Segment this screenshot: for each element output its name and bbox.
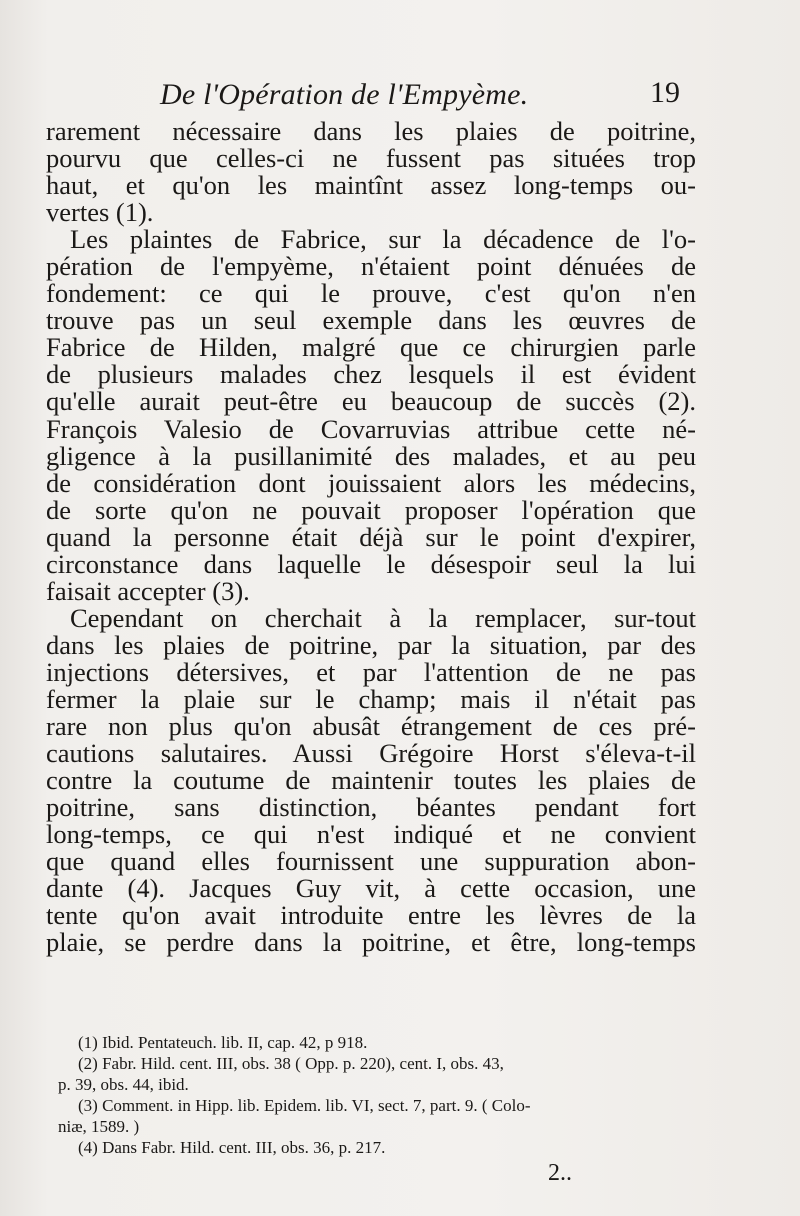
text-line: que quand elles fournissent une suppuration abon- bbox=[46, 846, 696, 877]
footnotes bbox=[58, 1032, 698, 1158]
footnote-line: (1) Ibid. Pentateuch. lib. II, cap. 42, p 918. bbox=[78, 1033, 368, 1052]
page-header bbox=[160, 72, 680, 112]
text-line: Fabrice de Hilden, malgré que ce chirurgien parle bbox=[46, 332, 696, 363]
footnote-line: (2) Fabr. Hild. cent. III, obs. 38 ( Opp. p. 220), cent. I, obs. 43, bbox=[78, 1054, 504, 1073]
text-line: poitrine, sans distinction, béantes pendant fort bbox=[46, 792, 696, 823]
text-line: haut, et qu'on les maintînt assez long-temps ou- bbox=[46, 170, 696, 201]
text-line: qu'elle aurait peut-être eu beaucoup de succès (2). bbox=[46, 386, 696, 417]
text-line: rarement nécessaire dans les plaies de poitrine, bbox=[46, 116, 696, 146]
text-line: trouve pas un seul exemple dans les œuvres de bbox=[46, 305, 696, 336]
body-text bbox=[46, 118, 696, 956]
text-line: de plusieurs malades chez lesquels il est évident bbox=[46, 359, 696, 390]
footnote-line: p. 39, obs. 44, ibid. bbox=[58, 1075, 189, 1094]
text-line: faisait accepter (3). bbox=[46, 575, 250, 606]
footnote-line: (4) Dans Fabr. Hild. cent. III, obs. 36, p. 217. bbox=[78, 1138, 386, 1157]
text-line: pération de l'empyème, n'étaient point dénuées de bbox=[46, 251, 696, 282]
text-line: dante (4). Jacques Guy vit, à cette occasion, une bbox=[46, 873, 696, 904]
text-line: cautions salutaires. Aussi Grégoire Horst s'éleva-t-il bbox=[46, 738, 696, 769]
text-line: fermer la plaie sur le champ; mais il n'était pas bbox=[46, 683, 696, 714]
signature-mark: 2.. bbox=[548, 1160, 572, 1186]
footnote-line: (3) Comment. in Hipp. lib. Epidem. lib. VI, sect. 7, part. 9. ( Colo- bbox=[78, 1096, 531, 1115]
text-line: vertes (1). bbox=[46, 197, 154, 228]
text-line: tente qu'on avait introduite entre les lèvres de la bbox=[46, 900, 696, 931]
text-line: Cependant on cherchait à la remplacer, sur-tout bbox=[70, 602, 696, 633]
text-line: long-temps, ce qui n'est indiqué et ne convient bbox=[46, 819, 696, 850]
text-line: plaie, se perdre dans la poitrine, et être, long-temps bbox=[46, 927, 696, 958]
text-line: rare non plus qu'on abusât étrangement de ces pré- bbox=[46, 711, 696, 742]
text-line: injections détersives, et par l'attention de ne pas bbox=[46, 656, 696, 687]
footnote-line: niæ, 1589. ) bbox=[58, 1117, 140, 1136]
text-line: contre la coutume de maintenir toutes les plaies de bbox=[46, 765, 696, 796]
text-line: quand la personne était déjà sur le point d'expirer, bbox=[46, 521, 696, 552]
text-line: gligence à la pusillanimité des malades, et au peu bbox=[46, 440, 696, 471]
text-line: dans les plaies de poitrine, par la situation, par des bbox=[46, 629, 696, 660]
text-line: François Valesio de Covarruvias attribue cette né- bbox=[46, 413, 696, 444]
text-line: Les plaintes de Fabrice, sur la décadence de l'o- bbox=[70, 224, 696, 255]
text-line: de considération dont jouissaient alors les médecins, bbox=[46, 467, 696, 498]
text-line: pourvu que celles-ci ne fussent pas situées trop bbox=[46, 143, 696, 174]
text-line: de sorte qu'on ne pouvait proposer l'opération que bbox=[46, 494, 696, 525]
text-line: circonstance dans laquelle le désespoir seul la lui bbox=[46, 548, 696, 579]
page-number: 19 bbox=[650, 76, 680, 109]
running-title: De l'Opération de l'Empyème. bbox=[160, 78, 529, 111]
text-line: fondement: ce qui le prouve, c'est qu'on n'en bbox=[46, 278, 696, 309]
